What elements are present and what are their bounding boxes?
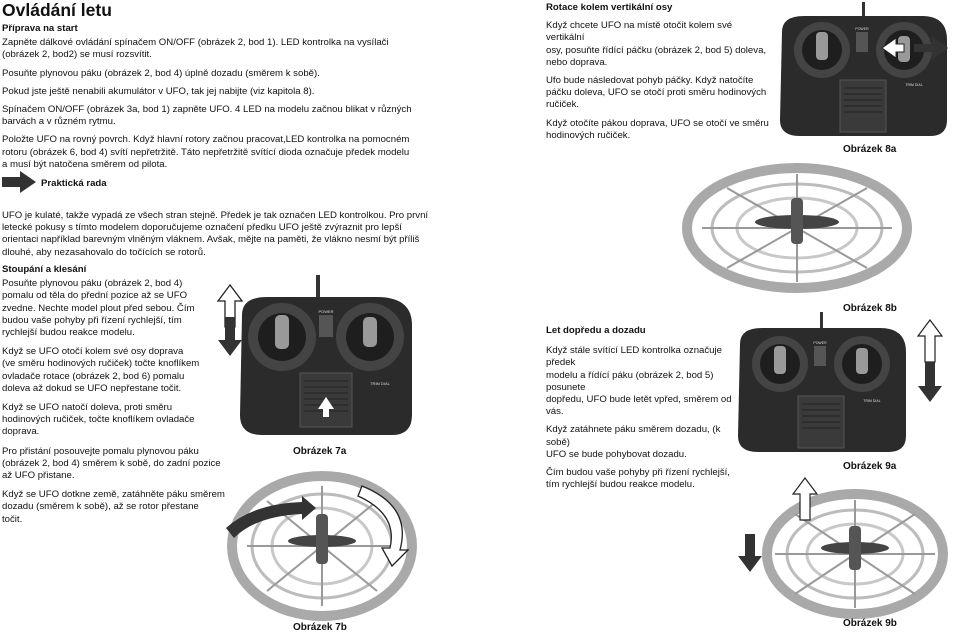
para-line: dozadu (směrem k sobě), až se rotor přestane	[2, 501, 199, 513]
para-line: Když se UFO natočí doleva, proti směru	[2, 402, 173, 414]
power-label: POWER	[318, 309, 334, 314]
figure-9b	[735, 474, 957, 619]
caption-7b: Obrázek 7b	[293, 622, 347, 633]
para-line: Když stále svítící LED kontrolka označuje předek	[546, 345, 722, 369]
para-line: (ve směru hodinových ručiček) točte knoflíkem	[2, 358, 200, 370]
page-title: Ovládání letu	[2, 0, 112, 20]
para-line: Když zatáhnete páku směrem dozadu, (k sobě)	[546, 424, 721, 448]
para-line: Když se UFO otočí kolem své osy doprava	[2, 346, 184, 358]
power-label: POWER	[855, 27, 869, 31]
section-heading-rotation: Rotace kolem vertikální osy	[546, 2, 673, 13]
para-line: osy, posuňte řídící páčku (obrázek 2, bod 5) doleva,	[546, 44, 767, 56]
para-line: Čím budou vaše pohyby při řízení rychlejší,	[546, 467, 730, 479]
tip-arrow-icon	[2, 171, 36, 193]
para-line: točit.	[2, 513, 23, 525]
para-line: dopředu, UFO bude letět vpřed, směrem od vás.	[546, 394, 732, 418]
para-line: Posuňte plynovou páku (obrázek 2, bod 4) úplně dozadu (směrem k sobě).	[2, 67, 320, 79]
para-line: tím rychlejší budou reakce modelu.	[546, 479, 695, 491]
para-line: Posuňte plynovou páku (obrázek 2, bod 4)	[2, 278, 183, 290]
para-line: hodinových ručiček.	[546, 129, 631, 141]
para-line: Ufo bude následovat pohyb páčky. Když natočíte	[546, 75, 754, 87]
arrow-down-icon	[218, 317, 242, 356]
para-line: dlouhé, aby nezasahovalo do točících se rotorů.	[2, 246, 206, 258]
caption-7a: Obrázek 7a	[293, 446, 347, 457]
para-line: Když otočíte pákou doprava, UFO se otočí ve směru	[546, 117, 769, 129]
para-line: barvách a v různém rytmu.	[2, 116, 116, 128]
caption-9b: Obrázek 9b	[843, 618, 897, 629]
para-line: nebo doprava.	[546, 56, 608, 68]
trim-label: TRIM DIAL	[863, 399, 881, 403]
para-line: pomalu od těla do přední pozice až se UFO	[2, 290, 188, 302]
para-line: Pro přistání posouvejte pomalu plynovou páku	[2, 445, 199, 457]
para-line: Když chcete UFO na místě otočit kolem své vertikální	[546, 20, 733, 44]
para-line: budou vaše pohyby při řízení rychlejší, tím	[2, 314, 182, 326]
arrow-down-icon	[738, 534, 762, 572]
para-line: UFO je kulaté, takže vypadá ze všech stran stejně. Předek je tak označen LED kontrolkou. Pro první	[2, 210, 429, 221]
trim-label: TRIM DIAL	[905, 83, 923, 87]
para-line: hodinových ručiček, točte knoflíkem ovladače	[2, 414, 195, 426]
caption-8b: Obrázek 8b	[843, 303, 897, 314]
para-line: doprava.	[2, 426, 40, 438]
figure-7a	[212, 275, 427, 445]
para-line: letecké pokusy s tímto modelem doporučujeme označení předku UFO ještě zvýraznit pro lepší	[2, 222, 402, 234]
figure-8b	[672, 158, 922, 298]
para-line: (obrázek 2, bod2) se musí rozsvítit.	[2, 49, 152, 61]
para-line: orientaci například barevným vlněným vláknem. Avšak, mějte na paměti, že vlákno nesmí být příliš	[2, 234, 420, 246]
section-heading-prep: Příprava na start	[2, 23, 78, 34]
para-line: (obrázek 2, bod 4) směrem k sobě, do zadní pozice	[2, 457, 221, 469]
para-line: páčku doleva, UFO se otočí proti směru hodinových	[546, 87, 767, 99]
power-label: POWER	[813, 341, 827, 345]
figure-7b	[212, 466, 427, 621]
para-line: modelu a řídící páku (obrázek 2, bod 5) posunete	[546, 369, 714, 393]
para-line: ovladače rotace (obrázek 2, bod 6) pomalu	[2, 370, 185, 382]
para-line: Když se UFO dotkne země, zatáhněte páku směrem	[2, 489, 225, 501]
arrow-up-icon	[918, 320, 942, 362]
figure-8a	[772, 2, 957, 140]
trim-label: TRIM DIAL	[370, 381, 390, 386]
para-line: Spínačem ON/OFF (obrázek 3a, bod 1) zapněte UFO. 4 LED na modelu začnou blikat v různých	[2, 104, 412, 116]
para-line: Pokud jste ještě nenabili akumulátor v UFO, tak jej nabijte (viz kapitola 8).	[2, 85, 315, 97]
para-line: UFO se bude pohybovat dozadu.	[546, 448, 687, 460]
caption-9a: Obrázek 9a	[843, 461, 897, 472]
section-heading-climb: Stoupání a klesání	[2, 264, 87, 275]
figure-9a	[730, 312, 958, 457]
para-line: doleva až dokud se UFO nepřestane točit.	[2, 382, 182, 394]
tip-label: Praktická rada	[41, 178, 107, 189]
para-line: zvedne. Nechte model plout před sebou. Čím	[2, 302, 195, 314]
para-line: a musí být natočena směrem od pilota.	[2, 158, 168, 170]
caption-8a: Obrázek 8a	[843, 144, 897, 155]
arrow-down-icon	[918, 362, 942, 402]
para-line: rychlejší budou reakce modelu.	[2, 327, 135, 339]
para-line: Zapněte dálkové ovládání spínačem ON/OFF (obrázek 2, bod 1). LED kontrolka na vysílači	[2, 37, 389, 49]
para-line: rotoru (obrázek 6, bod 4) svítí nepřetržitě. Táto nepřetržitě svítící dioda označuje předek modelu	[2, 146, 410, 158]
para-line: ručiček.	[546, 99, 580, 111]
para-line: až UFO přistane.	[2, 470, 75, 482]
para-line: Položte UFO na rovný povrch. Když hlavní rotory začnou pracovat,LED kontrolka na pomocném	[2, 134, 410, 146]
section-heading-forward: Let dopředu a dozadu	[546, 325, 646, 336]
